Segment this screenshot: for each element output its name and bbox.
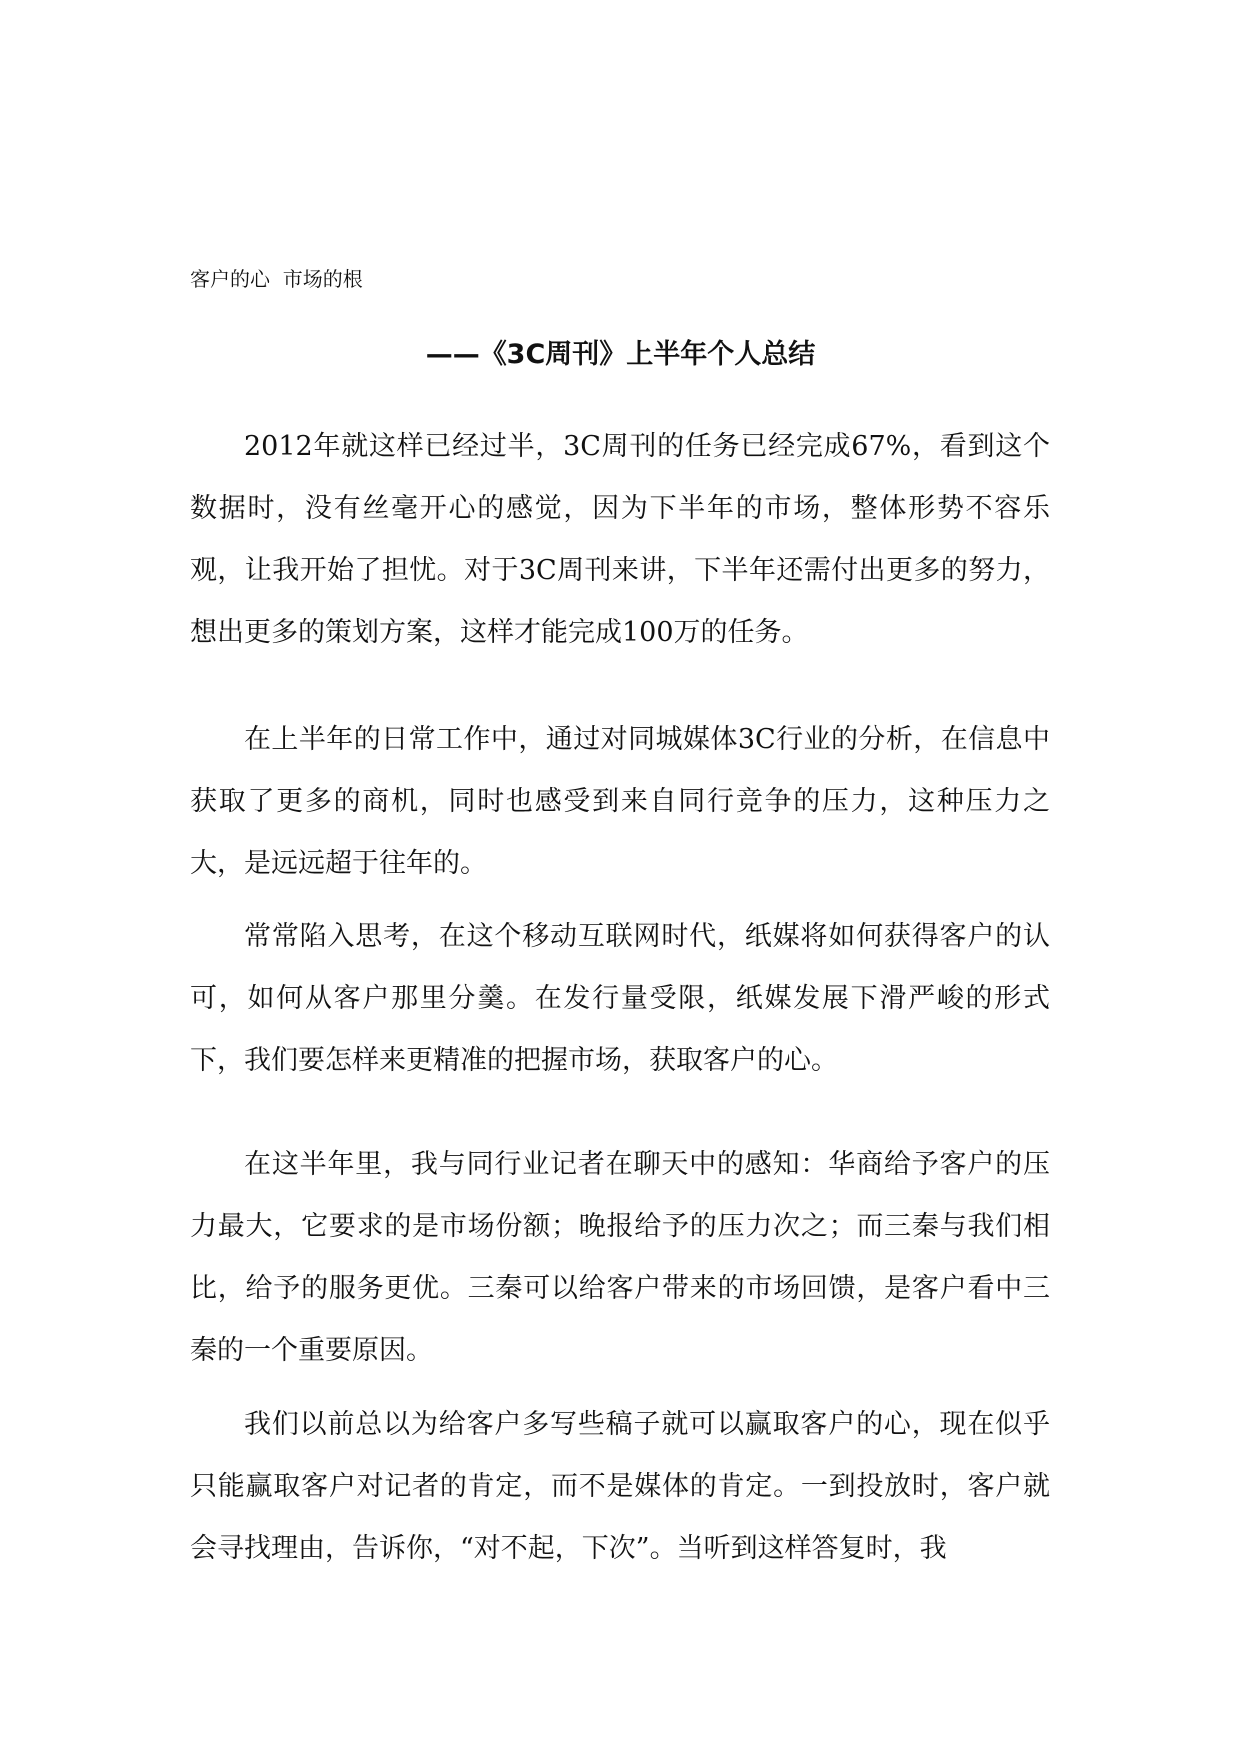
document-title: ——《3C周刊》上半年个人总结 [425, 339, 816, 370]
document-header: 客户的心 市场的根 [190, 267, 363, 291]
paragraph: 在上半年的日常工作中，通过对同城媒体3C行业的分析，在信息中获取了更多的商机，同时也感受到来自同行竞争的压力，这种压力之大，是远远超于往年的。 [190, 724, 1050, 879]
paragraph: 我们以前总以为给客户多写些稿子就可以赢取客户的心，现在似乎只能赢取客户对记者的肯定，而不是媒体的肯定。一到投放时，客户就会寻找理由，告诉你，“对不起，下次”。当听到这样答复时，我 [190, 1409, 1050, 1564]
paragraph: 在这半年里，我与同行业记者在聊天中的感知：华商给予客户的压力最大，它要求的是市场份额；晚报给予的压力次之；而三秦与我们相比，给予的服务更优。三秦可以给客户带来的市场回馈，是客户看中三秦的一个重要原因。 [190, 1149, 1050, 1366]
paragraph: 常常陷入思考，在这个移动互联网时代，纸媒将如何获得客户的认可，如何从客户那里分羹。在发行量受限，纸媒发展下滑严峻的形式下，我们要怎样来更精准的把握市场，获取客户的心。 [190, 921, 1050, 1076]
paragraph: 2012年就这样已经过半，3C周刊的任务已经完成67%，看到这个数据时，没有丝毫开心的感觉，因为下半年的市场，整体形势不容乐观，让我开始了担忧。对于3C周刊来讲，下半年还需付出更多的努力，想出更多的策划方案，这样才能完成100万的任务。 [190, 431, 1050, 648]
